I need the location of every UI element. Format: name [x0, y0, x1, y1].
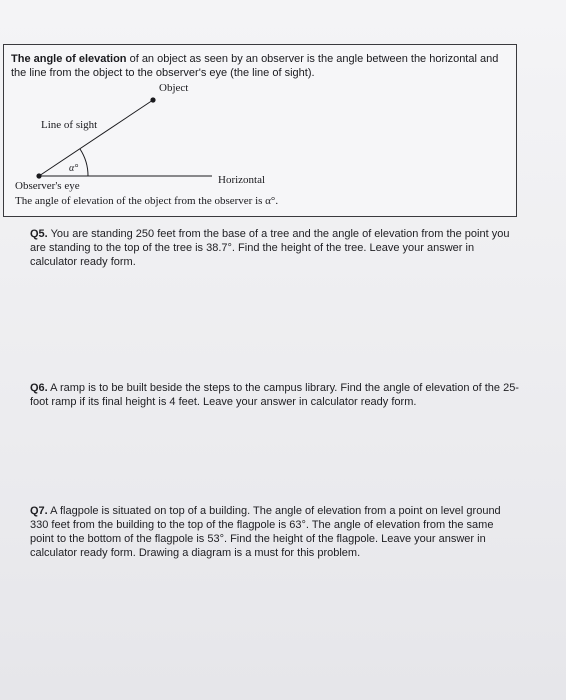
- horizontal-label: Horizontal: [218, 174, 266, 186]
- object-label: Object: [159, 82, 189, 94]
- definition-box: [3, 44, 517, 217]
- definition-term: The angle of elevation: [11, 53, 127, 65]
- angle-of-elevation-diagram: [4, 45, 518, 218]
- question-number: Q6.: [30, 382, 48, 394]
- angle-arc: [80, 149, 88, 176]
- definition-body: of an object as seen by an observer is the angle between the horizontal and the line from the object to the observer's eye (the line of sight).: [11, 53, 499, 79]
- angle-label: α°: [69, 163, 79, 174]
- question-text: You are standing 250 feet from the base of a tree and the angle of elevation from the point you are standing to the top of the tree is 38.7°. Find the height of the tree. Leave your answer in calculator ready form.: [30, 228, 510, 268]
- question-text: A flagpole is situated on top of a building. The angle of elevation from a point on level ground 330 feet from the building to the top of the flagpole is 63°. The angle of elevation from the same point to the bottom of the flagpole is 53°. Find the height of the flagpole. Leave your answer in calculator ready form. Drawing a diagram is a must for this problem.: [30, 505, 501, 559]
- line-of-sight-label: Line of sight: [41, 119, 98, 131]
- diagram-caption: The angle of elevation of the object from the observer is α°.: [15, 195, 279, 207]
- question-q7: [30, 504, 520, 560]
- object-point: [150, 97, 155, 102]
- line-of-sight: [39, 100, 153, 176]
- question-number: Q5.: [30, 228, 48, 240]
- observer-eye-point: [36, 173, 41, 178]
- question-q5: [30, 227, 520, 269]
- observer-eye-label: Observer's eye: [15, 180, 80, 192]
- question-number: Q7.: [30, 505, 48, 517]
- question-text: A ramp is to be built beside the steps to the campus library. Find the angle of elevation of the 25-foot ramp if its final height is 4 feet. Leave your answer in calculator ready form.: [30, 382, 519, 408]
- question-q6: [30, 381, 520, 409]
